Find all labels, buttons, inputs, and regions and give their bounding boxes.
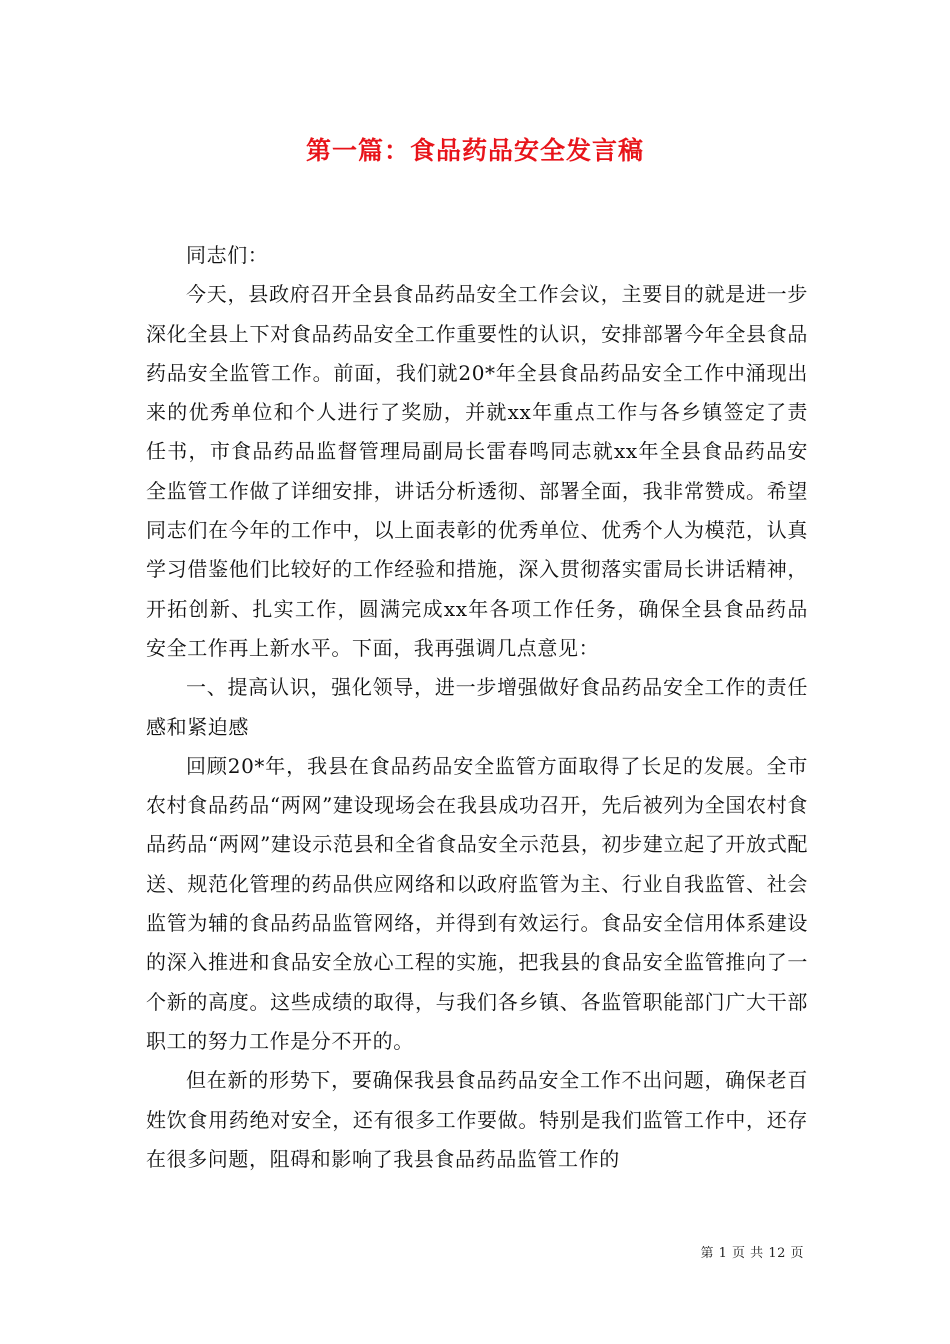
document-body <box>146 236 808 1179</box>
salutation: 同志们： <box>186 243 269 267</box>
paragraph-review: 回顾20*年，我县在食品药品安全监管方面取得了长足的发展。全市农村食品药品“两网”建设现场会在我县成功召开，先后被列为全国农村食品药品“两网”建设示范县和全省食品安全示范县，初步建立起了开放式配送、规范化管理的药品供应网络和以政府监管为主、行业自我监管、社会监管为辅的食品药品监管网络，并得到有效运行。食品安全信用体系建设的深入推进和食品安全放心工程的实施，把我县的食品安全监管推向了一个新的高度。这些成绩的取得，与我们各乡镇、各监管职能部门广大干部职工的努力工作是分不开的。 <box>146 753 808 1053</box>
paragraph-problems: 但在新的形势下，要确保我县食品药品安全工作不出问题，确保老百姓饮食用药绝对安全，还有很多工作要做。特别是我们监管工作中，还存在很多问题，阻碍和影响了我县食品药品监管工作的 <box>146 1068 808 1171</box>
document-title: 第一篇：食品药品安全发言稿 <box>305 136 644 165</box>
section-heading-1: 一、提高认识，强化领导，进一步增强做好食品药品安全工作的责任感和紧迫感 <box>146 675 808 739</box>
page-number-footer: 第 1 页 共 12 页 <box>700 1246 804 1261</box>
paragraph-opening: 今天，县政府召开全县食品药品安全工作会议，主要目的就是进一步深化全县上下对食品药品安全工作重要性的认识，安排部署今年全县食品药品安全监管工作。前面，我们就20*年全县食品药品安全工作中涌现出来的优秀单位和个人进行了奖励，并就xx年重点工作与各乡镇签定了责任书，市食品药品监督管理局副局长雷春鸣同志就xx年全县食品药品安全监管工作做了详细安排，讲话分析透彻、部署全面，我非常赞成。希望同志们在今年的工作中，以上面表彰的优秀单位、优秀个人为模范，认真学习借鉴他们比较好的工作经验和措施，深入贯彻落实雷局长讲话精神，开拓创新、扎实工作，圆满完成xx年各项工作任务，确保全县食品药品安全工作再上新水平。下面，我再强调几点意见： <box>146 282 808 660</box>
